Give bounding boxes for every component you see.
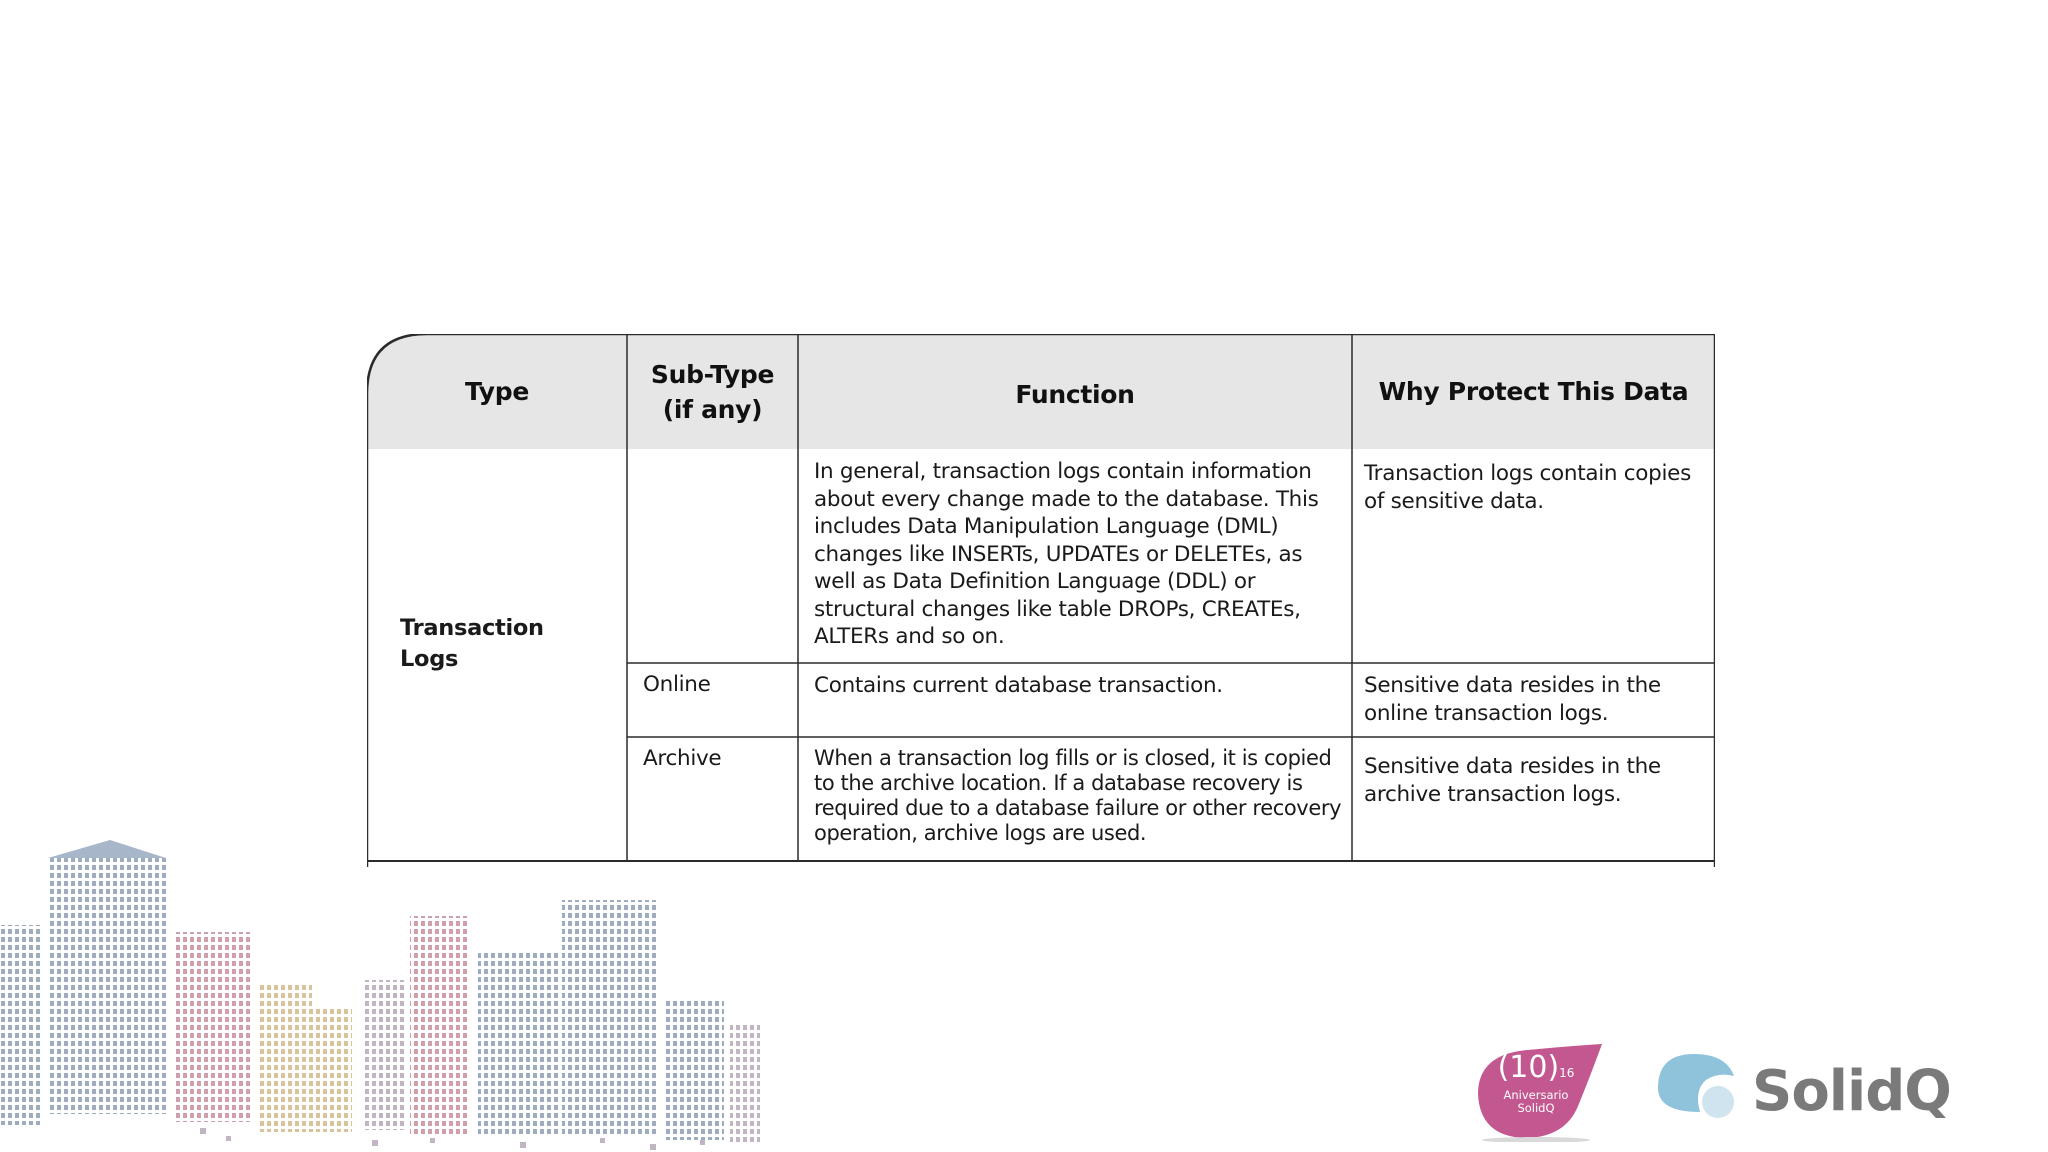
anniversary-line1: Aniversario: [1503, 1088, 1569, 1102]
table-row-3-function: When a transaction log fills or is closed, it is copied to the archive location. If a database recovery is required due to a database failure or other recovery operation, archive logs are used.: [814, 746, 1342, 845]
anniversary-number: (10)16: [1497, 1050, 1575, 1085]
table-row-1-why: Transaction logs contain copies of sensitive data.: [1364, 461, 1692, 514]
solidq-swirl-inner: [1702, 1086, 1734, 1118]
solidq-wordmark: SolidQ: [1752, 1059, 1951, 1124]
table-row-2-why: Sensitive data resides in the online transaction logs.: [1364, 673, 1661, 726]
type-cell: [400, 613, 620, 675]
table-row-2-function: Contains current database transaction.: [814, 673, 1223, 698]
table-row-3-why: Sensitive data resides in the archive transaction logs.: [1364, 754, 1661, 807]
transaction-logs-table: [367, 334, 1715, 867]
anniversary-small-number: 16: [1559, 1066, 1575, 1080]
type-label-line1: Transaction: [400, 615, 544, 641]
table-row-3-subtype: Archive: [643, 746, 722, 771]
header-subtype-line2: (if any): [662, 394, 763, 424]
city-skyline-illustration: [0, 840, 780, 1152]
table-row-1-function: In general, transaction logs contain information about every change made to the database. This includes Data Manipulation Language (DML) changes like INSERTs, UPDATEs or DELETEs, as well as Data Definition Language (DDL) or structural changes like table DROPs, CREATEs, ALTERs and so on.: [814, 459, 1319, 649]
header-subtype-line1: Sub-Type: [650, 359, 775, 389]
header-why-protect: Why Protect This Data: [1378, 377, 1689, 406]
anniversary-badge-text: [1478, 1052, 1594, 1115]
table-row-2-subtype: Online: [643, 672, 711, 697]
type-label-line2: Logs: [400, 646, 459, 672]
anniversary-line2: SolidQ: [1517, 1101, 1555, 1115]
building-group: [0, 840, 760, 1144]
header-type: Type: [464, 377, 530, 406]
header-function: Function: [1015, 379, 1135, 409]
header-subtype: [627, 334, 798, 449]
anniversary-badge-shadow: [1482, 1137, 1590, 1142]
